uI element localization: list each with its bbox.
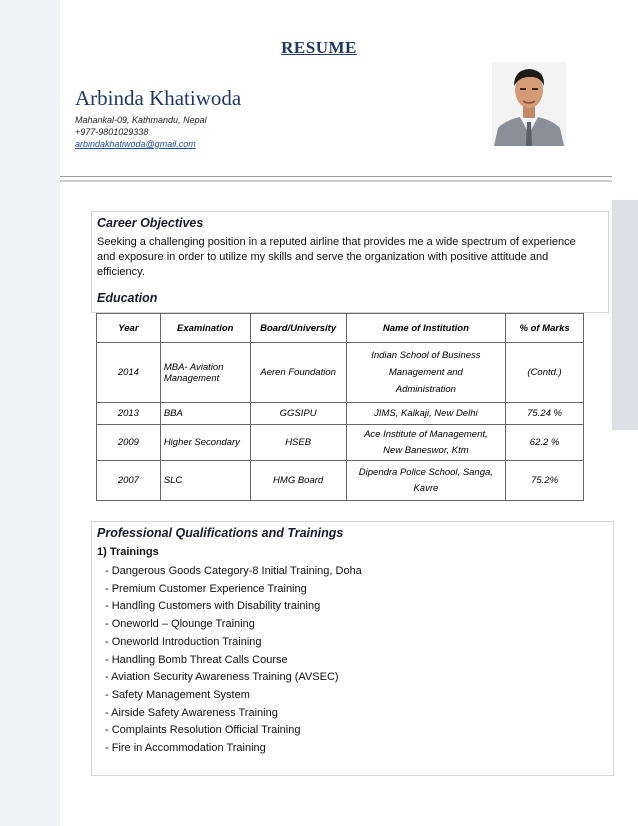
cell-institution <box>346 461 506 501</box>
cell-board: HMG Board <box>250 461 346 501</box>
header-divider <box>60 176 612 177</box>
table-row <box>97 461 584 501</box>
cell-year: 2014 <box>97 343 161 403</box>
career-line-3: efficiency. <box>97 266 145 278</box>
cell-exam: SLC <box>160 461 250 501</box>
cell-inst-line: Indian School of Business <box>371 350 481 361</box>
list-item: - Premium Customer Experience Training <box>105 582 307 595</box>
phone: +977-9801029338 <box>75 127 149 137</box>
list-item: - Fire in Accommodation Training <box>105 742 266 755</box>
education-table <box>96 313 584 501</box>
cell-inst-line: Kavre <box>413 482 439 494</box>
cell-inst-line: Administration <box>395 384 456 395</box>
table-row <box>97 403 584 425</box>
list-item: - Oneworld – Qlounge Training <box>105 618 255 631</box>
list-item: - Handling Bomb Threat Calls Course <box>105 653 288 666</box>
list-item: - Dangerous Goods Category-8 Initial Training, Doha <box>105 565 362 577</box>
list-item: - Handling Customers with Disability training <box>105 600 321 613</box>
right-margin-strip <box>612 200 638 430</box>
candidate-name: Arbinda Khatiwoda <box>75 86 242 110</box>
email-link[interactable]: arbindakhatiwoda@gmail.com <box>75 139 196 149</box>
resume-title: RESUME <box>281 38 357 57</box>
col-year: Year <box>97 314 161 343</box>
cell-marks: 62.2 % <box>506 425 584 461</box>
profile-photo <box>492 62 566 146</box>
cell-inst-line: Management and <box>388 367 463 378</box>
cell-marks: (Contd.) <box>506 343 584 403</box>
col-board: Board/University <box>250 314 346 343</box>
cell-marks: 75.2% <box>506 461 584 501</box>
career-heading: Career Objectives <box>97 216 204 230</box>
cell-exam-line: Management <box>163 372 220 384</box>
cell-institution <box>346 425 506 461</box>
col-institution: Name of Institution <box>346 314 506 343</box>
cell-board: HSEB <box>250 425 346 461</box>
cell-exam: BBA <box>160 403 250 425</box>
cell-institution: JIMS, Kalkaji, New Delhi <box>346 403 506 425</box>
col-examination: Examination <box>160 314 250 343</box>
cell-exam-line: MBA- Aviation <box>163 361 224 373</box>
cell-year: 2007 <box>97 461 161 501</box>
trainings-subheading: 1) Trainings <box>97 546 159 558</box>
table-header-row <box>97 314 584 343</box>
cell-institution <box>346 343 506 403</box>
qualifications-heading: Professional Qualifications and Trainings <box>97 526 344 540</box>
col-marks: % of Marks <box>506 314 584 343</box>
list-item: - Safety Management System <box>105 688 250 701</box>
cell-inst-line: New Baneswor, Ktm <box>383 444 469 456</box>
cell-inst-line: Ace Institute of Management, <box>364 428 488 440</box>
cell-exam: Higher Secondary <box>160 425 250 461</box>
career-line-2: and exposure in order to utilize my skills and serve the organization with positive attitude and <box>97 251 549 263</box>
cell-year: 2013 <box>97 403 161 425</box>
education-heading: Education <box>97 291 158 305</box>
cell-year: 2009 <box>97 425 161 461</box>
list-item: - Oneworld Introduction Training <box>105 635 262 648</box>
cell-marks: 75.24 % <box>506 403 584 425</box>
trainings-list <box>105 563 362 758</box>
header-divider-shadow <box>60 180 612 182</box>
cell-exam <box>160 343 250 403</box>
table-row <box>97 343 584 403</box>
cell-board: Aeren Foundation <box>250 343 346 403</box>
list-item: - Aviation Security Awareness Training (AVSEC) <box>105 671 339 684</box>
career-line-1: Seeking a challenging position in a reputed airline that provides me a wide spectrum of experience <box>97 236 576 248</box>
address: Mahankal-09, Kathmandu, Nepal <box>75 115 207 125</box>
cell-board: GGSIPU <box>250 403 346 425</box>
table-row <box>97 425 584 461</box>
cell-inst-line: Dipendra Police School, Sanga, <box>358 466 493 478</box>
left-margin-strip <box>0 0 60 826</box>
list-item: - Airside Safety Awareness Training <box>105 706 278 719</box>
list-item: - Complaints Resolution Official Training <box>105 724 301 737</box>
